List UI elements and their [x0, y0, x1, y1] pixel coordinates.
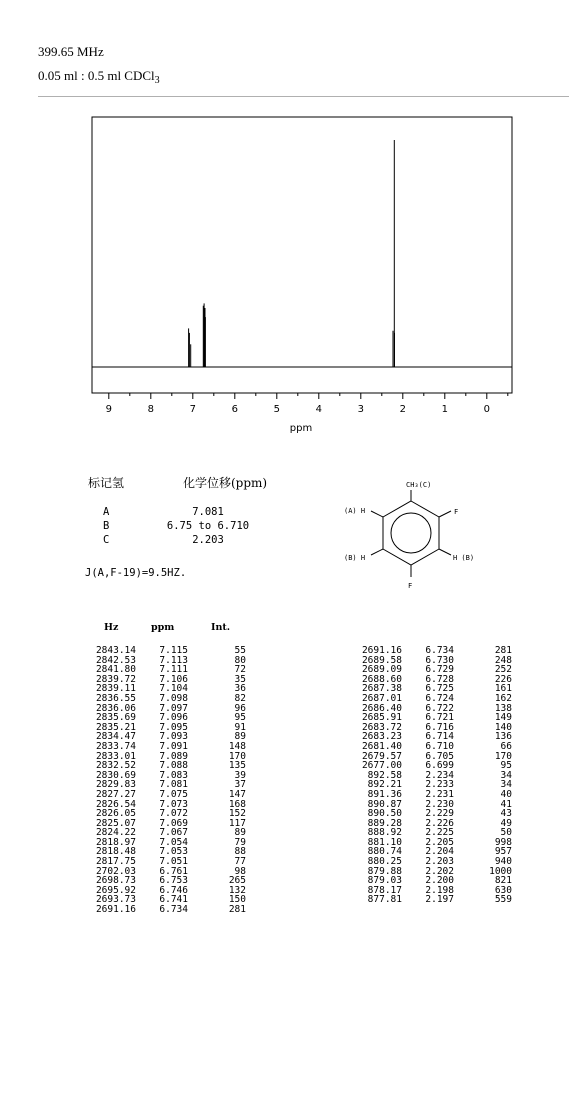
peak-ppm: 6.705 — [425, 750, 454, 762]
h-a-label: (A) H — [344, 507, 366, 515]
peak-hz: 2677.00 — [361, 760, 402, 772]
assignment-shift: 7.081 — [192, 506, 224, 518]
peak-intensity: 162 — [494, 692, 512, 704]
peak-hz: 2691.16 — [361, 645, 402, 656]
peak-intensity: 34 — [500, 769, 512, 781]
x-tick-label: 8 — [147, 404, 154, 415]
x-axis-label: ppm — [289, 423, 313, 434]
assignment-label: C — [103, 534, 110, 546]
peak-ppm: 7.104 — [159, 683, 188, 695]
peak-header-int: Int. — [211, 622, 231, 633]
peak-intensity: 226 — [494, 673, 512, 685]
peak-ppm: 6.761 — [159, 865, 188, 877]
peak-intensity: 36 — [234, 683, 246, 695]
peak-intensity: 281 — [228, 904, 246, 916]
peak-ppm: 2.231 — [425, 788, 454, 800]
peak-hz: 889.28 — [367, 817, 402, 829]
peak-hz: 2687.38 — [361, 683, 402, 695]
assignment-row — [103, 520, 303, 533]
peak-hz: 2698.73 — [95, 875, 136, 887]
peak-intensity: 140 — [494, 721, 512, 733]
peak-hz: 2685.91 — [361, 712, 402, 724]
peak-hz: 2834.47 — [95, 731, 136, 743]
peak-row — [88, 905, 248, 915]
peak-intensity: 821 — [494, 875, 512, 887]
x-axis-ticks — [106, 393, 508, 415]
peak-ppm: 7.113 — [159, 654, 188, 666]
solvent-subscript: 3 — [154, 75, 160, 86]
peak-ppm: 2.200 — [425, 875, 454, 887]
x-tick-label: 7 — [189, 404, 196, 415]
peak-row — [354, 895, 514, 905]
peak-list-left — [88, 646, 248, 915]
peak-ppm: 6.734 — [425, 645, 454, 656]
peak-ppm: 2.230 — [425, 798, 454, 810]
peak-intensity: 50 — [500, 827, 512, 839]
peak-intensity: 170 — [494, 750, 512, 762]
peak-intensity: 147 — [228, 788, 246, 800]
peak-hz: 2702.03 — [95, 865, 136, 877]
peak-hz: 2693.73 — [95, 894, 136, 906]
peak-ppm: 7.093 — [159, 731, 188, 743]
peak-ppm: 7.089 — [159, 750, 188, 762]
peak-ppm: 6.729 — [425, 664, 454, 676]
peak-hz: 2689.58 — [361, 654, 402, 666]
peak-hz: 2688.60 — [361, 673, 402, 685]
peak-ppm: 2.225 — [425, 827, 454, 839]
peak-intensity: 957 — [494, 846, 512, 858]
peak-intensity: 148 — [228, 740, 246, 752]
peak-hz: 2824.22 — [95, 827, 136, 839]
peak-ppm: 2.203 — [425, 856, 454, 868]
peak-hz: 2833.74 — [95, 740, 136, 752]
peak-ppm: 6.728 — [425, 673, 454, 685]
spectrum-trace-group — [92, 140, 512, 367]
peak-ppm: 7.098 — [159, 692, 188, 704]
peak-hz: 892.21 — [367, 779, 402, 791]
peak-ppm: 6.725 — [425, 683, 454, 695]
peak-intensity: 89 — [234, 731, 246, 743]
peak-hz: 892.58 — [367, 769, 402, 781]
peak-hz: 891.36 — [367, 788, 402, 800]
peak-intensity: 117 — [228, 817, 246, 829]
peak-ppm: 7.067 — [159, 827, 188, 839]
peak-hz: 2839.11 — [95, 683, 136, 695]
peak-intensity: 37 — [234, 779, 246, 791]
x-tick-label: 6 — [231, 404, 238, 415]
peak-hz: 879.88 — [367, 865, 402, 877]
assignment-shift-header: 化学位移(ppm) — [183, 476, 268, 490]
peak-intensity: 80 — [234, 654, 246, 666]
peak-hz: 880.74 — [367, 846, 402, 858]
peak-ppm: 2.233 — [425, 779, 454, 791]
assignment-shift: 2.203 — [192, 534, 224, 546]
peak-hz: 2695.92 — [95, 884, 136, 896]
peak-intensity: 138 — [494, 702, 512, 714]
peak-intensity: 96 — [234, 702, 246, 714]
peak-hz: 2841.80 — [95, 664, 136, 676]
assignment-shift: 6.75 to 6.710 — [166, 520, 250, 532]
peak-hz: 2686.40 — [361, 702, 402, 714]
peak-hz: 2818.48 — [95, 846, 136, 858]
peak-intensity: 136 — [494, 731, 512, 743]
peak-ppm: 7.111 — [159, 664, 188, 676]
bond-f-top — [439, 511, 451, 517]
peak-hz: 881.10 — [367, 836, 402, 848]
peak-hz: 2825.07 — [95, 817, 136, 829]
peak-hz: 2843.14 — [95, 645, 136, 656]
peak-ppm: 6.721 — [425, 712, 454, 724]
peak-ppm: 7.053 — [159, 846, 188, 858]
peak-hz: 2839.72 — [95, 673, 136, 685]
peak-intensity: 940 — [494, 856, 512, 868]
peak-ppm: 2.198 — [425, 884, 454, 896]
fluorine-bottom-label: F — [408, 582, 413, 590]
peak-header-ppm: ppm — [151, 622, 175, 633]
peak-ppm: 2.226 — [425, 817, 454, 829]
peak-intensity: 132 — [228, 884, 246, 896]
peak-ppm: 7.072 — [159, 808, 188, 820]
peak-ppm: 6.724 — [425, 692, 454, 704]
peak-intensity: 150 — [228, 894, 246, 906]
peak-hz: 2817.75 — [95, 856, 136, 868]
assignment-row — [103, 506, 303, 519]
peak-hz: 2832.52 — [95, 760, 136, 772]
peak-intensity: 89 — [234, 827, 246, 839]
methyl-label: CH₃(C) — [406, 481, 432, 489]
bond-h-b-left — [371, 549, 383, 555]
peak-header-hz: Hz — [104, 622, 119, 633]
peak-ppm: 7.075 — [159, 788, 188, 800]
peak-intensity: 998 — [494, 836, 512, 848]
peak-intensity: 79 — [234, 836, 246, 848]
peak-hz: 2827.27 — [95, 788, 136, 800]
x-tick-label: 9 — [105, 404, 112, 415]
peak-ppm: 7.083 — [159, 769, 188, 781]
peak-intensity: 49 — [500, 817, 512, 829]
peak-ppm: 7.115 — [159, 645, 188, 656]
peak-ppm: 7.106 — [159, 673, 188, 685]
x-tick-label: 2 — [399, 404, 406, 415]
peak-hz: 888.92 — [367, 827, 402, 839]
peak-ppm: 2.229 — [425, 808, 454, 820]
peak-intensity: 252 — [494, 664, 512, 676]
peak-hz: 890.50 — [367, 808, 402, 820]
x-tick-label: 1 — [441, 404, 448, 415]
peak-intensity: 95 — [234, 712, 246, 724]
peak-intensity: 77 — [234, 856, 246, 868]
peak-ppm: 6.746 — [159, 884, 188, 896]
peak-ppm: 7.095 — [159, 721, 188, 733]
peak-intensity: 72 — [234, 664, 246, 676]
peak-ppm: 7.091 — [159, 740, 188, 752]
peak-intensity: 39 — [234, 769, 246, 781]
peak-ppm: 7.054 — [159, 836, 188, 848]
peak-intensity: 135 — [228, 760, 246, 772]
peak-hz: 2835.21 — [95, 721, 136, 733]
peak-intensity: 88 — [234, 846, 246, 858]
x-tick-label: 4 — [315, 404, 322, 415]
peak-intensity: 95 — [500, 760, 512, 772]
peak-hz: 877.81 — [367, 894, 402, 906]
peak-intensity: 161 — [494, 683, 512, 695]
peak-hz: 2681.40 — [361, 740, 402, 752]
peak-ppm: 6.722 — [425, 702, 454, 714]
peak-intensity: 248 — [494, 654, 512, 666]
peak-ppm: 7.096 — [159, 712, 188, 724]
peak-hz: 2818.97 — [95, 836, 136, 848]
peak-intensity: 168 — [228, 798, 246, 810]
peak-hz: 2829.83 — [95, 779, 136, 791]
molecule-structure — [338, 478, 488, 598]
peak-intensity: 281 — [494, 645, 512, 656]
peak-hz: 890.87 — [367, 798, 402, 810]
peak-intensity: 55 — [234, 645, 246, 656]
bond-h-b-right — [439, 549, 451, 555]
nmr-spectrum-chart — [0, 0, 570, 450]
peak-hz: 879.03 — [367, 875, 402, 887]
coupling-constant: J(A,F-19)=9.5HZ. — [85, 567, 187, 579]
peak-intensity: 170 — [228, 750, 246, 762]
aromatic-circle — [391, 513, 431, 553]
peak-ppm: 6.714 — [425, 731, 454, 743]
peak-hz: 2826.05 — [95, 808, 136, 820]
peak-intensity: 630 — [494, 884, 512, 896]
x-tick-label: 5 — [273, 404, 280, 415]
peak-ppm: 7.051 — [159, 856, 188, 868]
assignment-label: B — [103, 520, 110, 532]
peak-hz: 2689.09 — [361, 664, 402, 676]
x-tick-label: 3 — [357, 404, 364, 415]
peak-intensity: 66 — [500, 740, 512, 752]
peak-intensity: 41 — [500, 798, 512, 810]
peak-intensity: 43 — [500, 808, 512, 820]
assignment-label-header: 标记氢 — [88, 476, 125, 490]
peak-ppm: 6.710 — [425, 740, 454, 752]
peak-ppm: 7.097 — [159, 702, 188, 714]
peak-intensity: 35 — [234, 673, 246, 685]
peak-hz: 2691.16 — [95, 904, 136, 916]
peak-hz: 878.17 — [367, 884, 402, 896]
peak-hz: 2835.69 — [95, 712, 136, 724]
peak-ppm: 6.734 — [159, 904, 188, 916]
h-b-left-label: (B) H — [344, 554, 366, 562]
peak-ppm: 7.073 — [159, 798, 188, 810]
spectrometer-frequency: 399.65 MHz — [38, 44, 104, 59]
h-b-right-label: H (B) — [453, 554, 475, 562]
assignment-row — [103, 534, 303, 547]
peak-intensity: 82 — [234, 692, 246, 704]
fluorine-top-label: F — [454, 508, 459, 516]
peak-ppm: 6.730 — [425, 654, 454, 666]
peak-ppm: 2.204 — [425, 846, 454, 858]
solvent-text: 0.05 ml : 0.5 ml CDCl — [38, 68, 155, 83]
peak-ppm: 2.202 — [425, 865, 454, 877]
peak-ppm: 6.716 — [425, 721, 454, 733]
peak-hz: 880.25 — [367, 856, 402, 868]
peak-intensity: 152 — [228, 808, 246, 820]
peak-ppm: 2.197 — [425, 894, 454, 906]
peak-ppm: 7.088 — [159, 760, 188, 772]
peak-ppm: 6.753 — [159, 875, 188, 887]
peak-ppm: 7.081 — [159, 779, 188, 791]
peak-hz: 2842.53 — [95, 654, 136, 666]
peak-hz: 2836.55 — [95, 692, 136, 704]
peak-list-right — [354, 646, 514, 905]
peak-hz: 2679.57 — [361, 750, 402, 762]
peak-intensity: 98 — [234, 865, 246, 877]
bond-h-a — [371, 511, 383, 517]
peak-intensity: 149 — [494, 712, 512, 724]
x-tick-label: 0 — [483, 404, 490, 415]
peak-ppm: 7.069 — [159, 817, 188, 829]
assignment-label: A — [103, 506, 110, 518]
peak-intensity: 34 — [500, 779, 512, 791]
peak-ppm: 2.205 — [425, 836, 454, 848]
peak-intensity: 265 — [228, 875, 246, 887]
peak-hz: 2836.06 — [95, 702, 136, 714]
peak-hz: 2830.69 — [95, 769, 136, 781]
peak-ppm: 2.234 — [425, 769, 454, 781]
plot-frame — [92, 117, 512, 393]
peak-ppm: 6.699 — [425, 760, 454, 772]
peak-intensity: 1000 — [489, 865, 512, 877]
peak-hz: 2683.72 — [361, 721, 402, 733]
peak-hz: 2687.01 — [361, 692, 402, 704]
peak-intensity: 40 — [500, 788, 512, 800]
peak-hz: 2833.01 — [95, 750, 136, 762]
peak-intensity: 91 — [234, 721, 246, 733]
peak-hz: 2683.23 — [361, 731, 402, 743]
peak-intensity: 559 — [494, 894, 512, 906]
peak-hz: 2826.54 — [95, 798, 136, 810]
peak-ppm: 6.741 — [159, 894, 188, 906]
